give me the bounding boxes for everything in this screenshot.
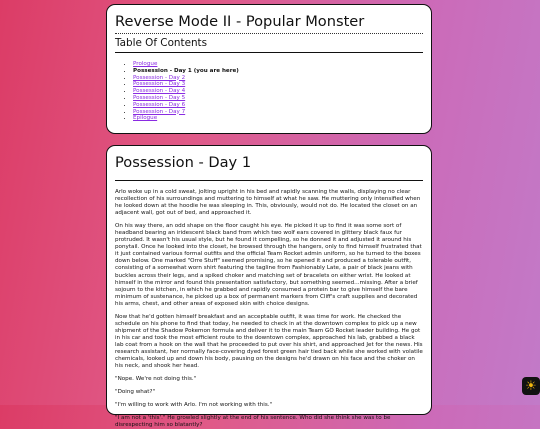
toc-link[interactable]: Possession - Day 6 xyxy=(133,101,186,108)
toc-link[interactable]: Prologue xyxy=(133,61,158,67)
toc-item[interactable] xyxy=(133,95,423,102)
toc-item[interactable] xyxy=(133,88,423,95)
toc-divider xyxy=(115,52,423,53)
story-card xyxy=(106,145,432,429)
toc-link[interactable]: Possession - Day 2 xyxy=(133,74,186,81)
story-paragraph: Now that he'd gotten himself breakfast and an acceptable outfit, it was time for work. He checked the schedule on his phone to find that today, he needed to check in at the downtown complex to pick up a new shipment of the Shadow Pokemon formula and deliver it to the main Team GO Rocket leader building. He got in his car and took the most efficient route to the downtown complex, approached his lab, grabbed a black lab coat from a hook on the wall that he proceeded to put over his shirt, and approached Jet for the news. His research assistant, her normally face-covering dyed forest green hair tied back while she worked with volatile chemicals, looked up and down his body, pausing on the designs he'd drawn on his face and the choker on his neck, and shook her head. xyxy=(115,313,423,370)
toc-link[interactable]: Possession - Day 3 xyxy=(133,81,186,88)
toc-link[interactable]: Possession - Day 4 xyxy=(133,88,186,95)
toc-item[interactable] xyxy=(133,115,423,122)
toc-item[interactable] xyxy=(133,102,423,109)
toc-item xyxy=(133,68,423,75)
story-paragraph: "I'm willing to work with Arlo. I'm not working with this." xyxy=(115,402,273,409)
chapter-title: Possession - Day 1 xyxy=(115,154,252,171)
story-paragraph: "I am not a 'this'." He growled slightly at the end of his sentence. Who did she think she was to be disrespecting him so blatantly? xyxy=(115,415,391,429)
theme-toggle-button[interactable] xyxy=(522,377,540,395)
title-divider xyxy=(115,33,423,34)
toc-item[interactable] xyxy=(133,61,423,68)
toc-item[interactable] xyxy=(133,109,423,116)
toc-current-chapter: Possession - Day 1 (you are here) xyxy=(133,67,239,74)
story-paragraph: "Nope. We're not doing this." xyxy=(115,376,197,383)
sun-icon: ☀ xyxy=(525,378,537,394)
story-paragraph: Arlo woke up in a cold sweat, jolting upright in his bed and rapidly scanning the walls, displaying no clear recollection of his surroundings and muttering to himself at what he saw. He muttering only intensified when he looked down at the hoodie he was sleeping in. This, obviously, would not do. He located the closet on an adjacent wall, got out of bed, and approached it. xyxy=(115,189,421,217)
story-body xyxy=(115,189,423,429)
chapter-divider xyxy=(115,180,423,181)
toc-item[interactable] xyxy=(133,81,423,88)
page-title: Reverse Mode II - Popular Monster xyxy=(115,13,365,30)
story-paragraph: On his way there, an odd shape on the floor caught his eye. He picked it up to find it was some sort of headband bearing an iridescent black band from which two wolf ears covered in glittery black faux fur protruded. It wasn't his usual style, but he found it compelling, so he donned it and adjusted it around his ponytail. Once he looked into the closet, he browsed through the hangers, only to find himself frustrated that it just contained various formal outfits and the official Team Rocket admin uniform, so he turned to the boxes down below. One marked "Orre Stuff" seemed promising, so he opened it and produced a tolerable outfit, consisting of a somewhat worn shirt featuring the tagline from Fashionably Late, a pair of black jeans with buckles across their legs, and a spiked choker and matching set of bracelets on either wrist. He looked at himself in the mirror and found this presentation satisfactory, but something seemed...missing. After a brief sojourn to the kitchen, in which he grabbed and rapidly consumed a protein bar to give himself the bare minimum of sustenance, he picked up a box of permanent markers from Cliff's craft supplies and decorated his arms, chest, and other areas of exposed skin with choice designs. xyxy=(115,223,422,307)
toc-link[interactable]: Epilogue xyxy=(133,115,158,122)
toc-heading: Table Of Contents xyxy=(115,37,208,49)
toc-link[interactable]: Possession - Day 7 xyxy=(133,108,186,115)
story-paragraph: "Doing what?" xyxy=(115,389,156,396)
toc-item[interactable] xyxy=(133,75,423,82)
toc-list xyxy=(115,61,423,122)
toc-link[interactable]: Possession - Day 5 xyxy=(133,94,186,101)
toc-card xyxy=(106,4,432,134)
